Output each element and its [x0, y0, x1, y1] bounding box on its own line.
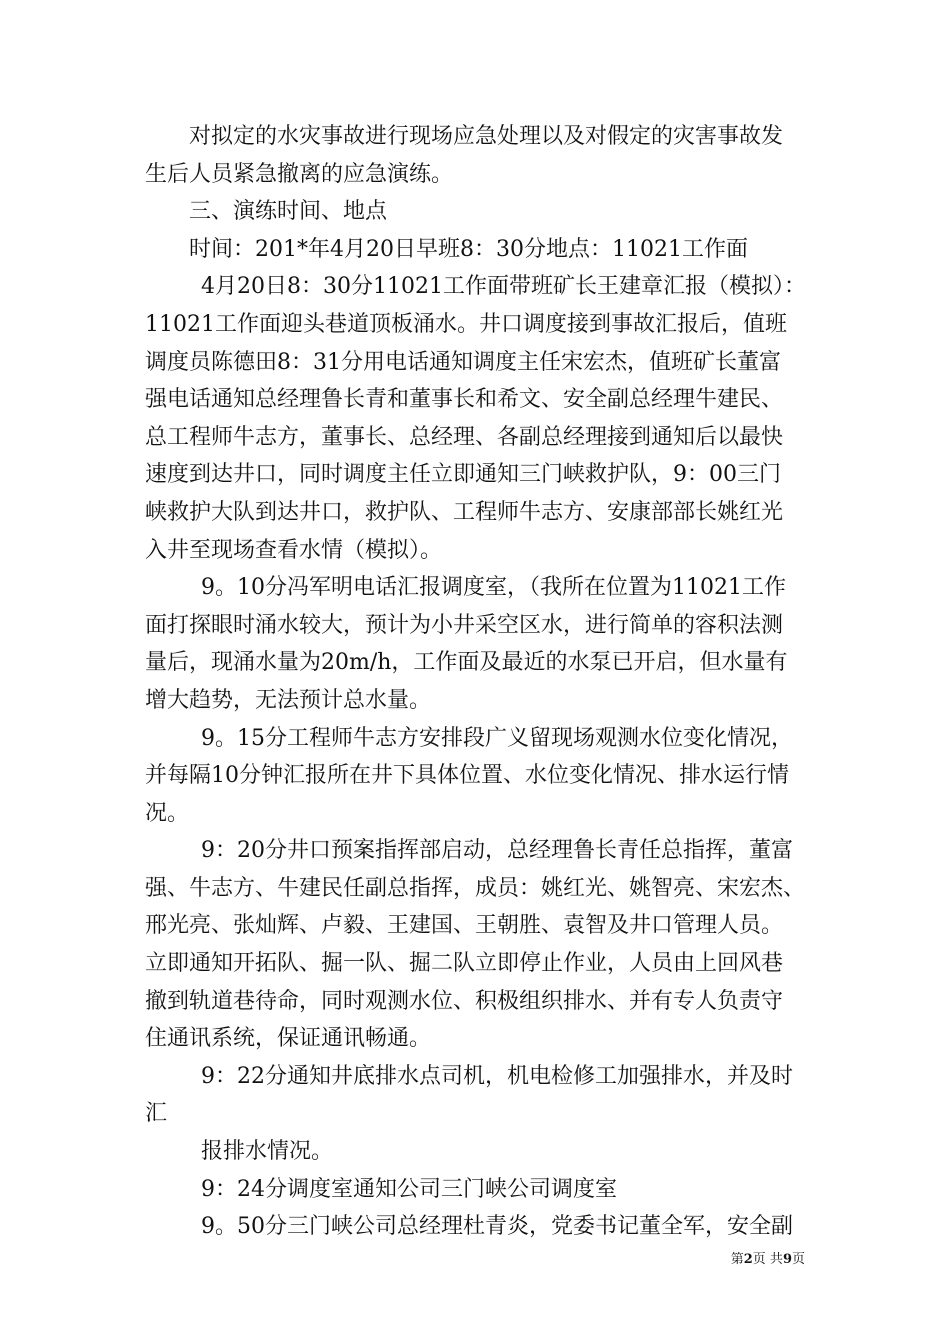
text-line: 并每隔10分钟汇报所在井下具体位置、水位变化情况、排水运行情: [145, 763, 789, 789]
text-line: 速度到达井口，同时调度主任立即通知三门峡救护队，9：00三门: [145, 462, 781, 488]
text-line: 对拟定的水灾事故进行现场应急处理以及对假定的灾害事故发: [189, 124, 784, 149]
total-pages: 9: [782, 1252, 792, 1267]
text-line: 调度员陈德田8：31分用电话通知调度主任宋宏杰，值班矿长董富: [145, 349, 781, 375]
current-page: 2: [743, 1252, 753, 1267]
text-line: 4月20日8：30分11021工作面带班矿长王建章汇报（模拟）：: [201, 274, 806, 300]
text-line: 强电话通知总经理鲁长青和董事长和希文、安全副总经理牛建民、: [145, 387, 784, 413]
page-suffix: 页: [791, 1252, 805, 1267]
text-line: 9：22分通知井底排水点司机，机电检修工加强排水，并及时: [201, 1063, 793, 1089]
text-line: 总工程师牛志方，董事长、总经理、各副总经理接到通知后以最快: [145, 424, 784, 450]
text-line: 峡救护大队到达井口，救护队、工程师牛志方、安康部部长姚红光: [145, 499, 784, 525]
text-line: 生后人员紧急撤离的应急演练。: [145, 161, 454, 187]
section-heading: 三、演练时间、地点: [189, 199, 388, 225]
text-line: 9。50分三门峡公司总经理杜青炎，党委书记董全军，安全副: [201, 1214, 793, 1240]
text-line: 9。15分工程师牛志方安排段广义留现场观测水位变化情况，: [201, 725, 793, 751]
text-line: 住通讯系统，保证通讯畅通。: [145, 1026, 432, 1052]
text-line: 9：24分调度室通知公司三门峡公司调度室: [201, 1176, 617, 1202]
page-number: [731, 1248, 805, 1267]
text-line: 立即通知开拓队、掘一队、掘二队立即停止作业，人员由上回风巷: [145, 951, 784, 977]
text-line: 强、牛志方、牛建民任副总指挥，成员：姚红光、姚智亮、宋宏杰、: [145, 875, 806, 901]
text-line: 面打探眼时涌水较大，预计为小井采空区水，进行简单的容积法测: [145, 612, 784, 638]
page-prefix: 第: [730, 1252, 744, 1267]
text-line: 量后，现涌水量为20m/h，工作面及最近的水泵已开启，但水量有: [145, 650, 788, 676]
text-line: 撤到轨道巷待命，同时观测水位、积极组织排水、并有专人负责守: [145, 988, 784, 1014]
text-line: 汇: [145, 1101, 168, 1127]
text-line: 时间：201*年4月20日早班8：30分地点：11021工作面: [189, 236, 748, 262]
text-line: 9。10分冯军明电话汇报调度室，（我所在位置为11021工作: [201, 575, 786, 601]
text-line: 11021工作面迎头巷道顶板涌水。井口调度接到事故汇报后，值班: [145, 311, 787, 337]
text-line: 报排水情况。: [201, 1139, 334, 1165]
text-line: 增大趋势，无法预计总水量。: [145, 687, 432, 713]
text-line: 入井至现场查看水情（模拟）。: [145, 537, 443, 563]
page-middle: 页 共: [752, 1252, 783, 1267]
text-line: 况。: [145, 800, 190, 826]
body-text: [145, 118, 815, 1246]
text-line: 邢光亮、张灿辉、卢毅、王建国、王朝胜、袁智及井口管理人员。: [145, 913, 784, 939]
text-line: 9：20分井口预案指挥部启动，总经理鲁长青任总指挥，董富: [201, 838, 793, 864]
